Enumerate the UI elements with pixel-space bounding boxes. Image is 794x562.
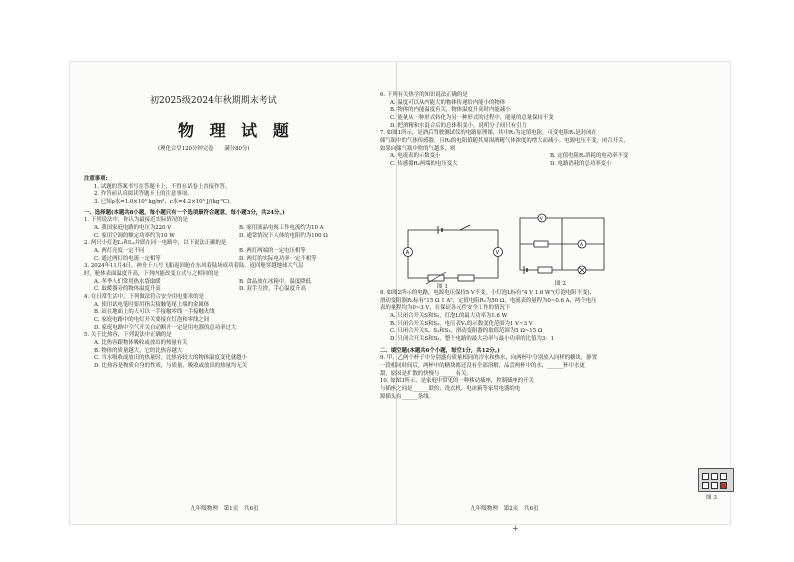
socket-icon	[711, 482, 718, 489]
switch-symbol	[460, 225, 470, 230]
subject-title: 物 理 试 题	[178, 121, 294, 140]
section2-heading: 二、填空题(本题共6个小题，每空1分，共12分。)	[380, 347, 500, 354]
q8-option-c: C. 只闭合开关S、S₁和S₃，滑动变阻器的取值范围为5 Ω~15 Ω	[390, 328, 543, 335]
q1-stem: 1. 下列说法中，你认为最接近实际情况的是	[84, 217, 188, 224]
right-column-lower	[380, 290, 725, 401]
q8-option-d: D. 只闭合开关S和S₂，整个电路的最大功率与最小功率的比值为3：1	[390, 336, 555, 343]
q3-option-c: C. 取暖器旁的物体温度升高	[94, 286, 161, 293]
q5-option-c: C. 当水吸收或放出的热量时，比热容较大的物体温度变化就越小	[94, 355, 247, 362]
q5-option-a: A. 比热容跟物体吸收或放出的热量有关	[94, 340, 188, 347]
section1-heading: 一、选择题(本题共8小题，每小题只有一个选项最符合题意，每小题3分，共24分。)	[84, 209, 285, 216]
q7-stem: 7. 如图1所示，是酒后驾驶测试仪的电路原理图，其中R₁为定值电阻，可变电阻R₂是封闭在	[380, 130, 597, 137]
q4-option-d: D. 家庭电路中空气开关自动断开一定是用电器的总功率过大	[94, 324, 237, 331]
note-item: 3. 已知ρ水=1.0×10³ kg/m³，c水=4.2×10³ J/(kg·℃)。	[94, 199, 235, 206]
q8-stem: 8. 如图2所示的电路，电源电压保持5 V不变。小灯泡L标有"4 V 1.6 W"(灯泡电阻不变)，	[380, 290, 595, 296]
q2-option-b: B. 两灯两端的一定电压相等	[239, 248, 306, 255]
figure-1-label: 图 1	[437, 284, 448, 290]
switch-icon	[720, 482, 727, 489]
q7-option-b: B. 定值电阻R₁消耗的电功率不变	[550, 153, 629, 160]
q9-line3: 甜，原因是扩散的快慢与______有关。	[380, 370, 472, 377]
socket-icon	[702, 473, 709, 480]
q3-stem: 3. 2024年11月4日，神舟十八号飞船返回舱在东风着陆场成功着陆。返回舱穿越地球大气层	[84, 263, 304, 270]
q4-option-b: B. 站在地面上的人可以一手接触零线一手接触火线	[94, 309, 215, 316]
q6-option-b: B. 物体的内能温度有关，物体温度升高时内能减小	[390, 107, 511, 114]
figure-2-label: 图 2	[555, 281, 566, 287]
left-page-footer: 九年级物理 第1页 共6页	[190, 506, 259, 512]
q3-stem-cont: 时，舱体表面温度升高，下列内能改变方式与之相同的是	[84, 271, 219, 278]
svg-text:A: A	[405, 250, 410, 256]
q7-stem-cont2: 如果向储气瓶中吹的气越多，则	[380, 145, 456, 152]
resistor-r1	[458, 275, 474, 281]
q7-option-c: C. 传感器R₂两端的电压变大	[390, 161, 458, 168]
circuit-figure-1	[398, 222, 508, 288]
svg-text:V: V	[539, 217, 543, 222]
q1-option-a: A. 我国家庭电路的电压为220 V	[94, 225, 172, 232]
q10-line1: 10. 如图3所示，是家庭中常见的一种移动插座，控制插座的开关	[380, 378, 534, 385]
q5-stem: 5. 关于比热容，下列说法中正确的是	[84, 332, 172, 339]
q8-option-b: B. 只闭合开关S和S₂，电压表V₁的示数变化范围为1 V~3 V	[390, 320, 533, 327]
q1-option-c: C. 家用空调的额定功率约为10 W	[94, 232, 175, 239]
figure-3-label: 图 3	[706, 495, 717, 501]
resistor-r2	[534, 241, 548, 247]
svg-text:V: V	[495, 250, 500, 256]
right-page-footer: 九年级物理 第2页 共6页	[470, 506, 539, 512]
q7-option-a: A. 电流表的示数变小	[390, 153, 441, 160]
notes-heading: 注意事项:	[84, 176, 108, 182]
svg-text:A: A	[580, 243, 584, 248]
q8-stem-cont2: 表的量程均为0~3 V，在保证各元件安全工作的情况下	[380, 305, 511, 312]
q4-stem: 4. 在日常生活中，下列做法符合安全用电要求的是	[84, 294, 205, 301]
note-item: 1. 试题的答案书写在答题卡上，不得在试卷上直接作答。	[94, 183, 231, 190]
circuit-figure-2	[512, 210, 612, 276]
socket-icon	[720, 473, 727, 480]
note-item: 2. 作答前认真阅读答题卡上的注意事项。	[94, 191, 193, 198]
q4-option-a: A. 使用试电笔时要用指尖接触笔尾上端的金属体	[94, 301, 210, 308]
socket-icon	[702, 482, 709, 489]
q6-option-c: C. 能量从一种形式转化为另一种形式的过程中，能量的总量保持不变	[390, 115, 554, 122]
q10-line3: 源插头有______条线。	[380, 393, 434, 400]
q2-option-c: C. 通过两灯的电流一定相等	[94, 255, 161, 262]
q6-option-a: A. 温度可以从内能大的物体传递给内能小的物体	[390, 99, 506, 106]
q2-stem: 2. 两只小灯泡L₁和L₂并联在同一电路中，以下说法正确的是	[84, 240, 227, 247]
power-strip-figure	[698, 468, 734, 492]
q2-option-a: A. 两灯亮度一定不同	[94, 248, 145, 255]
q8-stem-cont: 滑动变阻器R₁标有"15 Ω 1 A"，定值电阻R₂为50 Ω，电流表的量程为0~0.6 A，两个电压	[380, 297, 597, 304]
q7-option-d: D. 电路消耗的总功率变小	[550, 161, 612, 168]
q10-line2: 与插座之间是______联的；洗衣机、电冰箱等家用电器的电	[380, 386, 521, 393]
right-column	[380, 92, 725, 169]
rheostat-r1	[538, 267, 552, 273]
q9-line2: 一段相同时间后，两杯中的糖块都还没有全部溶解，品尝两杯中的水，______杯中水更	[380, 363, 585, 370]
q5-option-d: D. 比热容是物质自身的性质，与质量、吸收或放出的热量均无关	[94, 363, 248, 370]
q3-option-d: D. 双手互搓，手心温度升高	[239, 286, 306, 293]
q8-option-a: A. 只闭合开关S和S₁，灯泡L的最大功率为1.6 W	[390, 313, 508, 320]
q9-line1: 9. 甲、乙两个杯子中分别盛有质量相同的冷水和热水，向两杯中分别放入同样的糖块，静置	[380, 355, 598, 362]
q6-option-d: D. 把酒精和水混合后的总体积变小，说明分子间只有引力	[390, 122, 527, 129]
socket-icon	[711, 473, 718, 480]
q6-stem: 6. 下列有关热学的知识说法正确的是	[380, 92, 468, 98]
q3-option-a: A. 冬季人们常用热水袋取暖	[94, 278, 161, 285]
q5-option-b: B. 物体的质量越大，它的比热容越大	[94, 347, 183, 354]
registration-mark: +	[512, 524, 519, 533]
q1-option-d: D. 通常情况下人体的电阻约为100 Ω	[239, 232, 328, 239]
q3-option-b: B. 食品放在冰箱中，温度降低	[239, 278, 312, 285]
q4-option-c: C. 家庭电路中的电灯开关要接在灯泡和零线之间	[94, 317, 210, 324]
left-column	[84, 176, 384, 371]
exam-title: 初2025级2024年秋期期末考试	[150, 96, 277, 106]
q7-stem-cont: 储气瓶中的气体传感器，且R₂的电阻值随其周围酒精气体浓度的增大而减小。电源电压不变，闭合开关，	[380, 138, 629, 145]
q2-option-d: D. 两灯的实际电功率一定不相等	[239, 255, 317, 262]
q1-option-b: B. 家用液晶电视工作电流约为10 A	[239, 225, 324, 232]
exam-subtitle: (理化合堂120分钟完卷 满分80分)	[158, 146, 250, 152]
